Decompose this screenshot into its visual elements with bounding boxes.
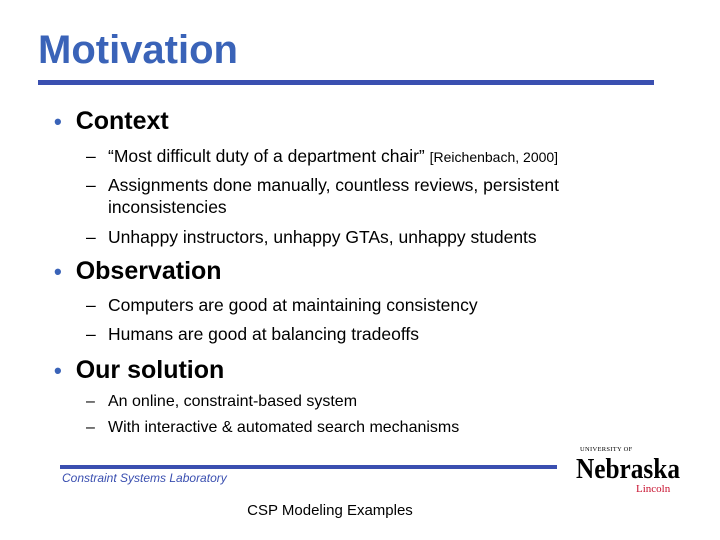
solution-item-1 xyxy=(86,391,686,413)
logo-lincoln: Lincoln xyxy=(636,483,671,494)
context-item-2 xyxy=(86,174,686,218)
item-text: Unhappy instructors, unhappy GTAs, unhappy students xyxy=(108,227,537,247)
item-text: An online, constraint-based system xyxy=(108,393,358,410)
item-text: With interactive & automated search mechanisms xyxy=(108,419,460,436)
bullet-our-solution xyxy=(54,355,224,386)
item-text: Assignments done manually, countless reviews, persistent inconsistencies xyxy=(108,175,560,217)
bullet-dot: • xyxy=(54,259,62,284)
observation-item-1 xyxy=(86,294,686,316)
bullet-heading: Observation xyxy=(75,257,222,285)
dash: – xyxy=(86,146,96,166)
item-text: Computers are good at maintaining consistency xyxy=(108,295,478,315)
context-item-1 xyxy=(86,145,686,168)
footer-divider xyxy=(60,465,557,469)
footer-lab-name: Constraint Systems Laboratory xyxy=(62,471,227,485)
dash: – xyxy=(86,324,96,344)
title-divider xyxy=(38,80,654,85)
item-citation: [Reichenbach, 2000] xyxy=(429,149,559,165)
dash: – xyxy=(86,295,96,315)
dash: – xyxy=(86,419,95,436)
bullet-context xyxy=(54,106,169,137)
observation-item-2 xyxy=(86,323,686,345)
dash: – xyxy=(86,227,96,247)
dash: – xyxy=(86,175,96,195)
item-text: “Most difficult duty of a department chair” xyxy=(108,146,425,166)
logo-university-of: UNIVERSITY OF xyxy=(580,446,633,453)
item-text: Humans are good at balancing tradeoffs xyxy=(108,324,419,344)
bullet-heading: Our solution xyxy=(75,356,225,384)
logo-nebraska: Nebraska xyxy=(576,453,681,485)
footer-presentation-title: CSP Modeling Examples xyxy=(247,502,413,519)
solution-item-2 xyxy=(86,417,686,439)
slide-title: Motivation xyxy=(38,28,238,72)
bullet-dot: • xyxy=(54,358,62,383)
university-logo xyxy=(574,442,684,494)
bullet-heading: Context xyxy=(75,107,169,135)
bullet-observation xyxy=(54,256,222,287)
dash: – xyxy=(86,393,95,410)
bullet-dot: • xyxy=(54,109,62,134)
context-item-3 xyxy=(86,226,686,248)
